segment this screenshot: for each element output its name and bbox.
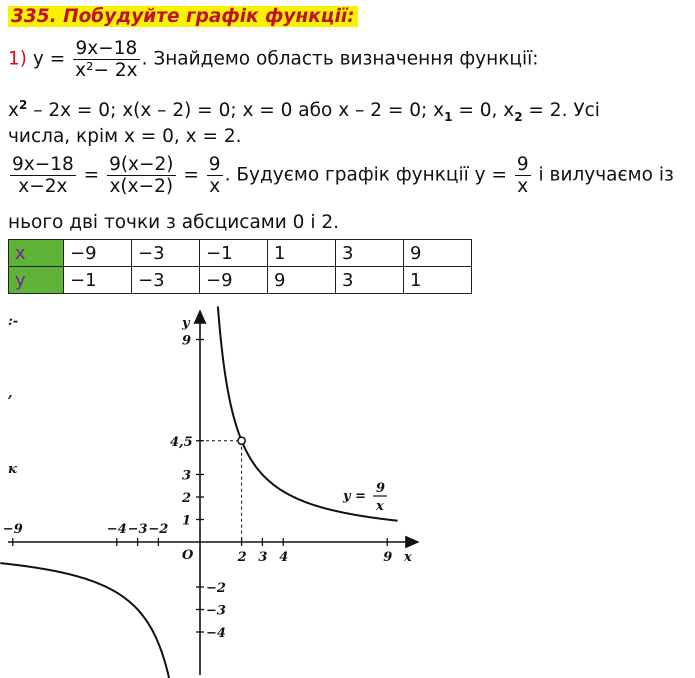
table-cell: 3 bbox=[336, 267, 404, 294]
text-part: = 2. Усі bbox=[522, 100, 600, 122]
x-tick-label: −3 bbox=[127, 522, 148, 537]
numerator: 9x−18 bbox=[73, 38, 139, 60]
denominator: x−2x bbox=[18, 176, 68, 197]
numerator: 9 bbox=[516, 154, 529, 175]
curve-label-numerator: 9 bbox=[376, 481, 386, 496]
line-5: нього дві точки з абсцисами 0 і 2. bbox=[8, 212, 339, 233]
exercise-number: 335. bbox=[11, 6, 57, 27]
numerator: 9x−18 bbox=[12, 154, 74, 175]
y-tick-label: 1 bbox=[182, 513, 192, 529]
curve-label-prefix: y = bbox=[343, 489, 366, 504]
line-2 bbox=[8, 98, 600, 124]
text-part: = 0, x bbox=[452, 100, 515, 122]
tick-marks bbox=[3, 334, 392, 642]
y-tick-label: −2 bbox=[206, 581, 226, 596]
table-cell: −3 bbox=[132, 240, 200, 267]
x-tick-label: 9 bbox=[383, 550, 393, 565]
text-part: x bbox=[8, 100, 19, 122]
domain-text: . Знайдемо область визначення функції: bbox=[141, 48, 539, 70]
equals-sign: = bbox=[183, 164, 199, 186]
y-tick-label: −4 bbox=[206, 626, 226, 641]
denominator: x²− 2x bbox=[75, 60, 138, 81]
table-header-x: x bbox=[9, 240, 64, 267]
exercise-heading: Побудуйте графік функції: bbox=[63, 6, 355, 27]
excluded-point bbox=[238, 437, 245, 444]
table-cell: 1 bbox=[268, 240, 336, 267]
fraction-c bbox=[207, 154, 223, 197]
y-equals: y = bbox=[32, 48, 66, 70]
numerator: 9(x−2) bbox=[109, 154, 174, 175]
function-graph bbox=[0, 305, 695, 678]
numerator: 9 bbox=[208, 154, 221, 175]
line-4 bbox=[8, 154, 674, 197]
denominator: x bbox=[209, 176, 221, 197]
equals-sign: = bbox=[83, 164, 100, 186]
subscript: 1 bbox=[444, 109, 453, 124]
y-tick-label: 2 bbox=[182, 491, 192, 506]
values-table bbox=[8, 239, 472, 294]
curve-branch-positive bbox=[218, 307, 398, 521]
y-tick-label: 4,5 bbox=[170, 434, 193, 450]
line-1 bbox=[8, 38, 538, 81]
table-row-x bbox=[9, 240, 472, 267]
table-cell: −1 bbox=[64, 267, 132, 294]
x-tick-label: −4 bbox=[106, 522, 127, 537]
x-tick-label: 2 bbox=[237, 550, 247, 565]
y-axis-label: y bbox=[182, 316, 190, 331]
subscript: 2 bbox=[514, 109, 523, 124]
y-tick-label: −3 bbox=[206, 603, 226, 619]
margin-mark: , bbox=[8, 386, 13, 401]
table-row-y bbox=[9, 267, 472, 294]
x-tick-label: 3 bbox=[258, 550, 268, 565]
denominator: x(x−2) bbox=[109, 176, 174, 197]
y-tick-label: 9 bbox=[182, 333, 192, 349]
x-tick-label: 4 bbox=[279, 550, 289, 565]
fraction-b bbox=[107, 154, 175, 197]
table-cell: 1 bbox=[404, 267, 472, 294]
exercise-title bbox=[8, 6, 358, 27]
table-header-y: y bbox=[9, 267, 64, 294]
table-cell: 9 bbox=[268, 267, 336, 294]
x-axis-label: x bbox=[404, 550, 412, 565]
text-part: . Будуємо графік функції y = bbox=[224, 164, 507, 186]
fraction-d bbox=[515, 154, 531, 197]
curve-branch-negative bbox=[0, 563, 188, 678]
origin-label: O bbox=[182, 548, 194, 563]
line-3: числа, крім x = 0, x = 2. bbox=[8, 126, 242, 147]
text-part: і вилучаємо із bbox=[538, 164, 674, 186]
margin-mark: к bbox=[8, 462, 17, 477]
y-tick-label: 3 bbox=[182, 468, 192, 484]
exercise-header bbox=[8, 6, 358, 27]
x-tick-label: −2 bbox=[148, 522, 169, 537]
table-cell: 3 bbox=[336, 240, 404, 267]
fraction-function bbox=[73, 38, 139, 81]
x-tick-label: −9 bbox=[2, 522, 23, 537]
denominator: x bbox=[517, 176, 529, 197]
table-cell: −9 bbox=[64, 240, 132, 267]
table-cell: −1 bbox=[200, 240, 268, 267]
curve-label-denominator: x bbox=[376, 499, 384, 514]
margin-mark: :- bbox=[8, 314, 19, 329]
table-cell: 9 bbox=[404, 240, 472, 267]
table-cell: −3 bbox=[132, 267, 200, 294]
fraction-a bbox=[10, 154, 76, 197]
text-part: – 2x = 0; x(x – 2) = 0; x = 0 або x – 2 = 0; x bbox=[27, 100, 445, 122]
curves bbox=[0, 307, 397, 678]
item-marker: 1) bbox=[8, 48, 27, 70]
table-cell: −9 bbox=[200, 267, 268, 294]
superscript: 2 bbox=[18, 98, 28, 112]
